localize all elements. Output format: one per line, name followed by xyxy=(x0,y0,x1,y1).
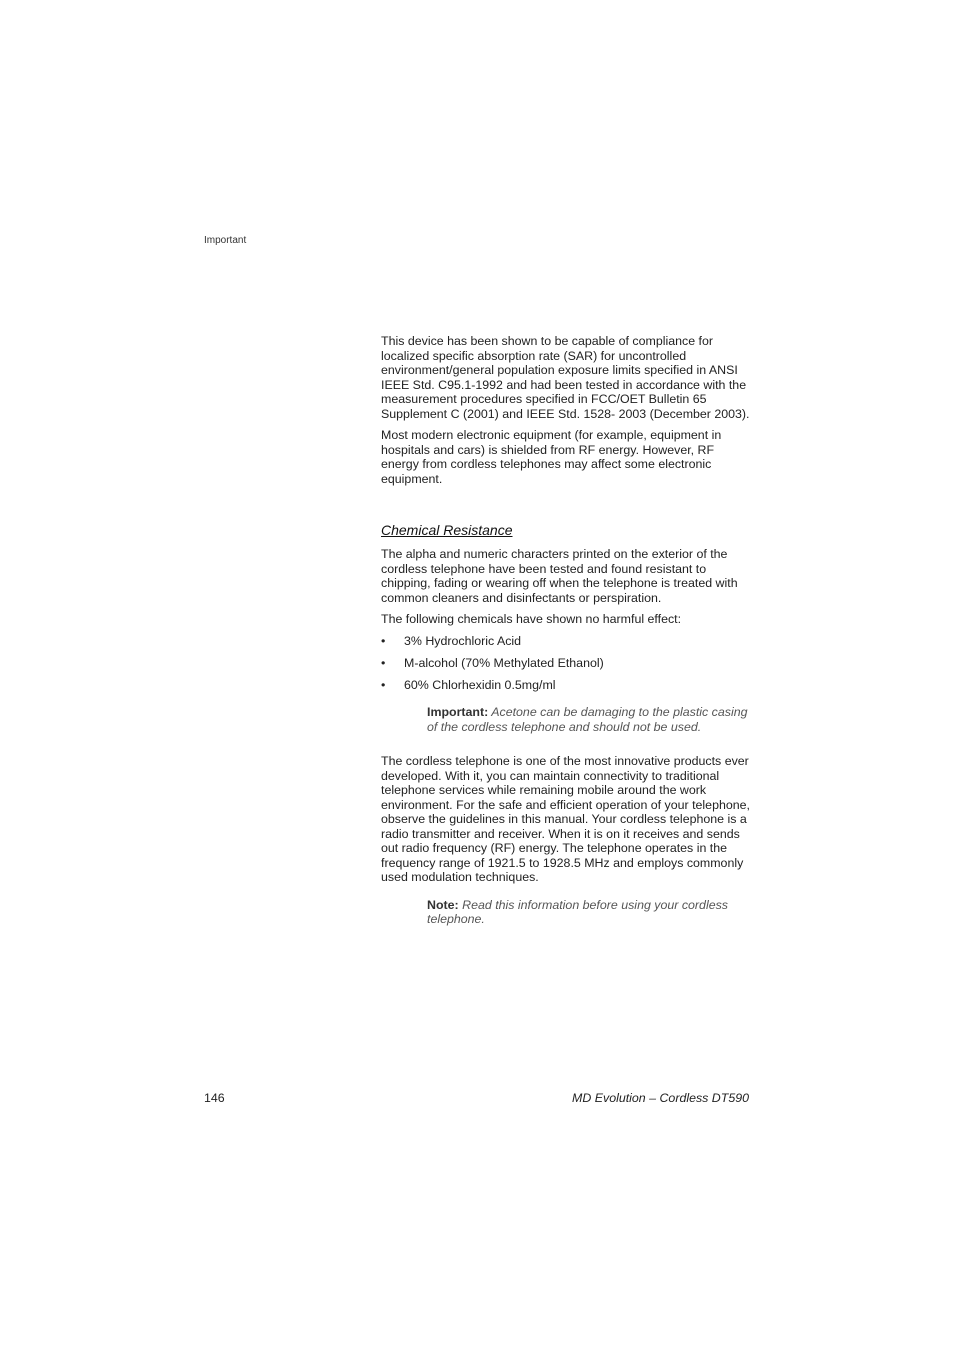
important-callout xyxy=(427,705,753,734)
bullet-icon: • xyxy=(381,655,386,670)
chemical-resistance-paragraph: The alpha and numeric characters printed on the exterior of the cordless telephone have been tested and found resistant to chipping, fading or wearing off when the telephone is treated with common cleaners and disinfectants or perspiration. xyxy=(381,547,738,605)
list-item-text: 60% Chlorhexidin 0.5mg/ml xyxy=(404,677,556,692)
running-head: Important xyxy=(204,235,247,246)
important-label: Important: xyxy=(427,705,489,719)
general-info-paragraph: The cordless telephone is one of the most innovative products ever developed. With it, you can maintain connectivity to traditional telephone services while remaining mobile around the work environment. For the safe and efficient operation of your telephone, observe the guidelines in this manual. Your cordless telephone is a radio transmitter and receiver. When it is on it receives and sends out radio frequency (RF) energy. The telephone operates in the frequency range of 1921.5 to 1928.5 MHz and employs commonly used modulation techniques. xyxy=(381,754,750,884)
important-text: Acetone can be damaging to the plastic casing of the cordless telephone and should not be used. xyxy=(427,705,748,734)
bullet-icon: • xyxy=(381,677,386,692)
rf-shielding-paragraph: Most modern electronic equipment (for example, equipment in hospitals and cars) is shielded from RF energy. However, RF energy from cordless telephones may affect some electronic equipment. xyxy=(381,428,722,486)
list-item-text: M-alcohol (70% Methylated Ethanol) xyxy=(404,655,604,670)
chemicals-list xyxy=(381,634,753,693)
note-callout xyxy=(427,898,753,927)
note-text: Read this information before using your cordless telephone. xyxy=(427,897,728,926)
sar-paragraph: This device has been shown to be capable of compliance for localized specific absorption rate (SAR) for uncontrolled environment/general population exposure limits specified in ANSI IEEE Std. C95.1-1992 and had been tested in accordance with the measurement procedures specified in FCC/OET Bulletin 65 Supplement C (2001) and IEEE Std. 1528- 2003 (December 2003). xyxy=(381,334,750,421)
section-heading-chemical-resistance: Chemical Resistance xyxy=(381,522,513,538)
bullet-icon: • xyxy=(381,633,386,648)
list-item xyxy=(381,656,753,671)
chemicals-intro-paragraph: The following chemicals have shown no harmful effect: xyxy=(381,612,682,626)
list-item-text: 3% Hydrochloric Acid xyxy=(404,633,522,648)
footer-doc-title: MD Evolution – Cordless DT590 xyxy=(572,1091,749,1105)
list-item xyxy=(381,678,753,693)
page-number: 146 xyxy=(204,1091,225,1105)
list-item xyxy=(381,634,753,649)
note-label: Note: xyxy=(427,897,459,912)
main-content xyxy=(381,334,753,947)
